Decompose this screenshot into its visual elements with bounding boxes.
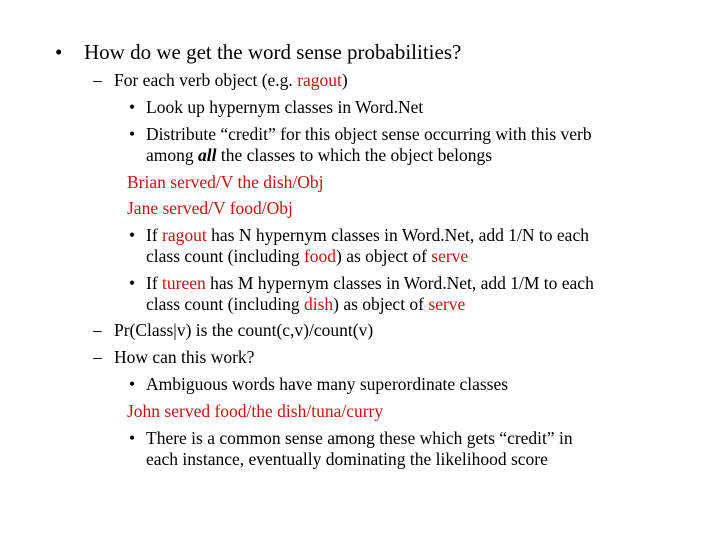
- highlight-word: ragout: [297, 70, 342, 90]
- text-segment: the classes to which the object belongs: [216, 145, 493, 165]
- sub-bullet-ragout: [146, 225, 589, 246]
- text-segment: For each verb object (e.g.: [114, 70, 298, 90]
- sub-item-probability: Pr(Class|v) is the count(c,v)/count(v): [114, 320, 374, 340]
- highlight-word: food: [303, 246, 337, 266]
- example-jane: Jane served/V food/Obj: [127, 198, 293, 218]
- sub-bullet-distribute-cont: [146, 145, 492, 166]
- text-segment: among: [146, 145, 199, 165]
- example-brian: Brian served/V the dish/Obj: [127, 172, 324, 192]
- dash-marker: –: [93, 320, 102, 340]
- sub-bullet-ambiguous: Ambiguous words have many superordinate classes: [146, 374, 509, 394]
- text-segment: has M hypernym classes in Word.Net, add 1/M to each: [205, 273, 594, 293]
- highlight-word: dish: [303, 294, 334, 314]
- bullet-marker: •: [55, 40, 63, 64]
- example-john: John served food/the dish/tuna/curry: [127, 401, 384, 421]
- bullet-marker: •: [129, 97, 136, 117]
- sub-item-how: How can this work?: [114, 347, 255, 367]
- highlight-word: ragout: [162, 225, 207, 245]
- sub-bullet-ragout-cont: [146, 246, 468, 267]
- text-segment: has N hypernym classes in Word.Net, add 1/N to each: [206, 225, 589, 245]
- text-segment: ): [341, 70, 348, 90]
- slide-title: How do we get the word sense probabilities?: [84, 40, 462, 64]
- sub-bullet-distribute: Distribute “credit” for this object sense occurring with this verb: [146, 124, 592, 144]
- emphasis-all: all: [198, 145, 217, 165]
- highlight-word: tureen: [162, 273, 206, 293]
- dash-marker: –: [93, 70, 102, 90]
- text-segment: class count (including: [146, 294, 304, 314]
- text-segment: class count (including: [146, 246, 304, 266]
- text-segment: ) as object of: [333, 294, 429, 314]
- sub-bullet-tureen: [146, 273, 594, 294]
- bullet-marker: •: [129, 374, 136, 394]
- text-segment: If: [146, 225, 163, 245]
- sub-bullet-lookup: Look up hypernym classes in Word.Net: [146, 97, 424, 117]
- bullet-marker: •: [129, 273, 136, 293]
- text-segment: If: [146, 273, 163, 293]
- sub-bullet-common-sense-cont: each instance, eventually dominating the likelihood score: [146, 449, 548, 469]
- sub-item-verb-object: [114, 70, 348, 91]
- text-segment: ) as object of: [336, 246, 432, 266]
- highlight-word: serve: [431, 246, 469, 266]
- bullet-marker: •: [129, 225, 136, 245]
- bullet-marker: •: [129, 428, 136, 448]
- bullet-marker: •: [129, 124, 136, 144]
- highlight-word: serve: [428, 294, 466, 314]
- dash-marker: –: [93, 347, 102, 367]
- sub-bullet-common-sense: There is a common sense among these which gets “credit” in: [146, 428, 573, 448]
- sub-bullet-tureen-cont: [146, 294, 465, 315]
